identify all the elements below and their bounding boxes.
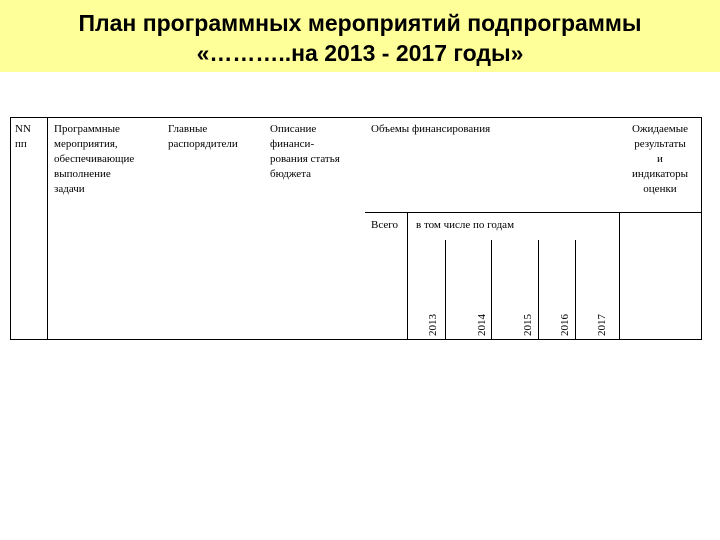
header-expected-results: Ожидаемые результаты и индикаторы оценки (631, 123, 689, 195)
divider-2015 (538, 240, 539, 340)
divider-2013 (445, 240, 446, 340)
title-line-2: «………..на 2013 - 2017 годы» (196, 40, 524, 66)
header-main-managers: Главные распорядители (168, 123, 238, 150)
header-program-activities: Программные мероприятия, обеспечивающие выполнение задачи (54, 123, 135, 195)
year-2014-label: 2014 (476, 314, 488, 336)
header-nn: NN пп (15, 123, 31, 150)
divider-2014 (491, 240, 492, 340)
page-title (0, 8, 720, 68)
table-top-border (10, 117, 702, 118)
header-by-years: в том числе по годам (416, 219, 515, 231)
year-2016-label: 2016 (559, 314, 571, 336)
divider-2017 (619, 212, 620, 340)
header-total: Всего (371, 219, 398, 231)
divider-total (407, 212, 408, 340)
header-description: Описание финанси- рования статья бюджета (270, 123, 340, 180)
divider-2016 (575, 240, 576, 340)
title-line-1: План программных мероприятий подпрограммы (78, 10, 642, 36)
subheader-line (365, 212, 702, 213)
table-bottom-border (10, 339, 702, 340)
table-right-border (701, 117, 702, 340)
year-2013-label: 2013 (427, 314, 439, 336)
divider-nn (47, 117, 48, 340)
year-2017-label: 2017 (596, 314, 608, 336)
year-2015-label: 2015 (522, 314, 534, 336)
table-left-border (10, 117, 11, 340)
header-financing: Объемы финансирования (371, 123, 491, 135)
